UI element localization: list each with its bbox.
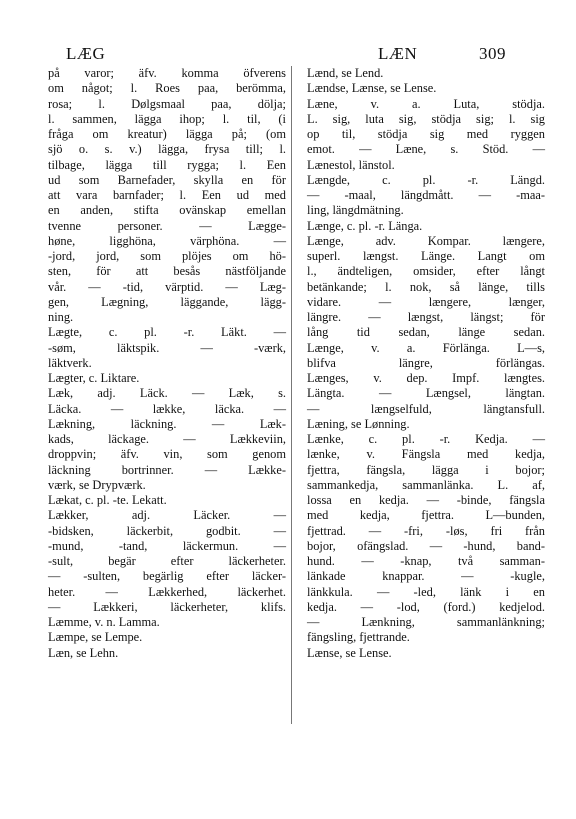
text-line: heter. — Lækkerhed, läckerhet. <box>48 584 286 599</box>
text-line: Læmpe, se Lempe. <box>48 630 143 645</box>
text-line: ning. <box>48 310 74 324</box>
left-column <box>48 66 286 661</box>
text-line: droppvin; äfv. vin, som genom <box>48 447 286 462</box>
running-head-left: LÆG <box>66 44 106 63</box>
text-line: værk, se Drypværk. <box>48 477 146 492</box>
text-line: Lænestol, länstol. <box>307 157 395 172</box>
text-line: Læne, v. a. Luta, stödja. <box>307 96 545 111</box>
text-line: en anden, stifta ovänskap emellan <box>48 203 286 218</box>
text-line: sammankedja, sammanlänka. L. af, <box>307 477 545 492</box>
text-line: høne, ligghöna, värphöna. — <box>48 233 286 248</box>
text-line: fängsling, fjettrande. <box>307 630 410 645</box>
text-line: fjettra, fängsla, lägga i bojor; <box>307 462 545 477</box>
text-line: länkade knappar. — -kugle, <box>307 569 545 584</box>
text-line: Lænse, se Lense. <box>307 645 392 660</box>
text-line: superl. længst. Länge. Langt om <box>307 249 545 263</box>
text-line: Længe, v. a. Förlänga. L—s, <box>307 340 545 355</box>
text-line: -sult, begär efter läckerheter. <box>48 554 286 568</box>
text-line: Lænke, c. pl. -r. Kedja. — <box>307 432 545 446</box>
text-line: Lænd, se Lend. <box>307 66 384 80</box>
text-line: Lækker, adj. Läcker. — <box>48 508 286 523</box>
text-line: fjettrad. — -fri, -løs, fri från <box>307 523 545 538</box>
text-line: Læning, se Lønning. <box>307 416 410 431</box>
text-line: vår. — -tid, värptid. — Læg- <box>48 279 286 294</box>
text-line: på varor; äfv. komma öfverens <box>48 66 286 80</box>
page-number: 309 <box>479 44 506 63</box>
text-line: Længe, c. pl. -r. Länga. <box>307 218 423 233</box>
text-line: lossa en kedja. — -binde, fängsla <box>307 493 545 507</box>
text-line: -mund, -tand, läckermun. — <box>48 538 286 553</box>
text-line: — længselfuld, längtansfull. <box>307 401 545 416</box>
text-line: Længe, adv. Kompar. længere, <box>307 233 545 248</box>
text-line: l. sammen, lägga ihop; l. til, (i <box>48 111 286 126</box>
text-line: Längta. — Længsel, längtan. <box>307 386 545 401</box>
text-line: tvenne personer. — Lægge- <box>48 218 286 233</box>
right-column <box>307 66 545 661</box>
text-line: — Lækkeri, läckerheter, klifs. <box>48 599 286 614</box>
text-line: Lækning, läckning. — Læk- <box>48 416 286 431</box>
text-line: ling, längdmätning. <box>307 203 404 218</box>
text-line: sten, för att besås nästföljande <box>48 264 286 279</box>
text-line: — -maal, längdmått. — -maa- <box>307 188 545 202</box>
text-line: Længde, c. pl. -r. Längd. <box>307 172 545 187</box>
text-line: emot. — Læne, s. Stöd. — <box>307 142 545 157</box>
text-line: Lækat, c. pl. -te. Lekatt. <box>48 493 167 507</box>
text-line: fråga om kreatur) lägga på; (om <box>48 127 286 141</box>
text-line: -søm, läktspik. — -værk, <box>48 340 286 355</box>
text-line: -jord, jord, som plöjes om hö- <box>48 249 286 263</box>
text-line: sjö o. s. v.) lägga, frysa till; l. <box>48 142 286 157</box>
text-line: Læn, se Lehn. <box>48 645 119 660</box>
text-line: Läcka. — lække, läcka. — <box>48 401 286 416</box>
text-line: kads, läckage. — Lækkeviin, <box>48 432 286 446</box>
text-line: lång tid sedan, länge sedan. <box>307 325 545 340</box>
text-line: länkkula. — -led, länk i en <box>307 584 545 599</box>
text-line: gen, Lægning, läggande, lägg- <box>48 294 286 309</box>
text-line: ud som Barnefader, skylla en för <box>48 172 286 187</box>
text-line: Lægte, c. pl. -r. Läkt. — <box>48 325 286 340</box>
text-line: längre. — længst, längst; för <box>307 310 545 324</box>
text-line: l., ändteligen, omsider, efter långt <box>307 264 545 279</box>
text-line: tilbage, lägga till rygga; l. Een <box>48 157 286 172</box>
text-line: med kedja, fjettra. L—bunden, <box>307 508 545 523</box>
text-line: — -sulten, begärlig efter läcker- <box>48 569 286 584</box>
text-line: op til, stödja sig med ryggen <box>307 127 545 141</box>
text-line: bojor, ofängslad. — -hund, band- <box>307 538 545 553</box>
text-line: lænke, v. Fängsla med kedja, <box>307 447 545 462</box>
text-line: hund. — -knap, två samman- <box>307 554 545 568</box>
text-line: att vara barnfader; l. Een ud med <box>48 188 286 202</box>
text-line: Lægter, c. Liktare. <box>48 371 140 385</box>
text-line: betänkande; l. nok, så länge, tills <box>307 279 545 294</box>
text-line: kedja. — -lod, (ford.) kedjelod. <box>307 599 545 614</box>
text-line: — Lænkning, sammanlänkning; <box>307 615 545 629</box>
text-line: blifva längre, förlängas. <box>307 355 545 370</box>
text-line: rosa; l. Dølgsmaal paa, dölja; <box>48 96 286 111</box>
text-line: läckning bortrinner. — Lække- <box>48 462 286 477</box>
text-line: Lændse, Lænse, se Lense. <box>307 81 437 96</box>
text-line: om något; l. Roes paa, berömma, <box>48 81 286 96</box>
column-divider <box>291 66 292 724</box>
text-line: vidare. — længere, længer, <box>307 294 545 309</box>
text-line: Læmme, v. n. Lamma. <box>48 615 160 629</box>
text-line: L. sig, luta sig, stödja sig; l. sig <box>307 111 545 126</box>
text-line: -bidsken, läckerbit, godbit. — <box>48 523 286 538</box>
running-head-center: LÆN <box>378 44 418 63</box>
text-line: läktverk. <box>48 355 92 370</box>
text-line: Læk, adj. Läck. — Læk, s. <box>48 386 286 401</box>
text-line: Længes, v. dep. Impf. længtes. <box>307 371 545 385</box>
